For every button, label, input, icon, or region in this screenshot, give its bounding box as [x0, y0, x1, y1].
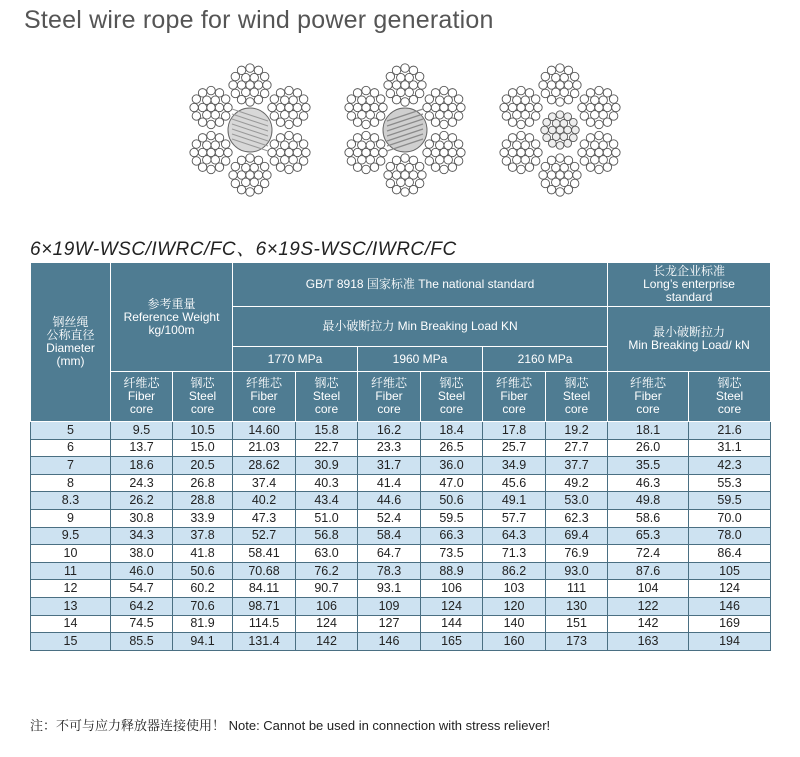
value-cell: 114.5	[233, 615, 296, 633]
core-header-line: core	[636, 402, 660, 416]
value-cell: 111	[546, 580, 608, 598]
value-cell: 93.0	[546, 562, 608, 580]
value-cell: 81.9	[173, 615, 233, 633]
value-cell: 49.2	[546, 474, 608, 492]
diameter-header-unit: (mm)	[56, 354, 85, 368]
value-cell: 60.2	[173, 580, 233, 598]
enterprise-header-en2: standard	[665, 290, 713, 304]
table-row	[31, 439, 771, 457]
fiber-core-rope-variant-image	[335, 60, 475, 200]
diameter-cell: 5	[31, 422, 111, 440]
table-row	[31, 597, 771, 615]
rope-cross-sections	[180, 60, 640, 210]
core-header-line: 纤维芯	[370, 376, 407, 390]
table-row	[31, 633, 771, 651]
fiber-core-header	[358, 372, 421, 422]
value-cell: 50.6	[421, 492, 483, 510]
value-cell: 27.7	[546, 439, 608, 457]
value-cell: 163	[608, 633, 689, 651]
value-cell: 49.8	[608, 492, 689, 510]
steel-core-header	[296, 372, 358, 422]
core-header-line: Steel	[715, 389, 744, 403]
value-cell: 33.9	[173, 509, 233, 527]
table-row	[31, 422, 771, 440]
value-cell: 20.5	[173, 457, 233, 475]
fiber-core-rope-image	[180, 60, 320, 200]
value-cell: 56.8	[296, 527, 358, 545]
steel-core-header	[689, 372, 771, 422]
core-header-line: core	[129, 402, 154, 416]
value-cell: 35.5	[608, 457, 689, 475]
value-cell: 37.7	[546, 457, 608, 475]
value-cell: 86.4	[689, 545, 771, 563]
min-breaking-load-header: 最小破断拉力 Min Breaking Load KN	[233, 307, 608, 347]
value-cell: 194	[689, 633, 771, 651]
diameter-cell: 14	[31, 615, 111, 633]
value-cell: 58.41	[233, 545, 296, 563]
value-cell: 66.3	[421, 527, 483, 545]
value-cell: 40.3	[296, 474, 358, 492]
value-cell: 87.6	[608, 562, 689, 580]
value-cell: 124	[689, 580, 771, 598]
diameter-header-cn1: 钢丝绳	[52, 315, 89, 329]
value-cell: 59.5	[421, 509, 483, 527]
rope-specification-subtitle: 6×19W-WSC/IWRC/FC、6×19S-WSC/IWRC/FC	[30, 239, 457, 260]
table-body	[31, 422, 771, 651]
table-row	[31, 580, 771, 598]
value-cell: 120	[483, 597, 546, 615]
value-cell: 64.3	[483, 527, 546, 545]
weight-header	[111, 263, 233, 372]
table-row	[31, 527, 771, 545]
table-row	[31, 509, 771, 527]
value-cell: 169	[689, 615, 771, 633]
value-cell: 62.3	[546, 509, 608, 527]
core-header-line: core	[564, 402, 589, 416]
value-cell: 23.3	[358, 439, 421, 457]
core-header-line: core	[252, 402, 276, 416]
diameter-cell: 12	[31, 580, 111, 598]
value-cell: 28.62	[233, 457, 296, 475]
table-row	[31, 474, 771, 492]
value-cell: 25.7	[483, 439, 546, 457]
value-cell: 142	[608, 615, 689, 633]
value-cell: 58.6	[608, 509, 689, 527]
value-cell: 72.4	[608, 545, 689, 563]
value-cell: 78.3	[358, 562, 421, 580]
value-cell: 37.4	[233, 474, 296, 492]
value-cell: 173	[546, 633, 608, 651]
value-cell: 160	[483, 633, 546, 651]
national-standard-header: GB/T 8918 国家标准 The national standard	[233, 263, 608, 307]
table-row	[31, 615, 771, 633]
steel-core-rope-image	[490, 60, 630, 200]
core-header-line: Fiber	[500, 389, 528, 403]
core-header-line: Fiber	[127, 389, 156, 403]
weight-header-cn: 参考重量	[147, 296, 196, 311]
value-cell: 37.8	[173, 527, 233, 545]
value-cell: 41.8	[173, 545, 233, 563]
table-row	[31, 492, 771, 510]
core-header-line: 纤维芯	[630, 376, 667, 390]
value-cell: 21.6	[689, 422, 771, 440]
grade-1770-header: 1770 MPa	[233, 347, 358, 372]
core-header-line: 钢芯	[717, 376, 742, 390]
table-row	[31, 545, 771, 563]
value-cell: 40.2	[233, 492, 296, 510]
value-cell: 55.3	[689, 474, 771, 492]
value-cell: 85.5	[111, 633, 173, 651]
value-cell: 44.6	[358, 492, 421, 510]
value-cell: 31.1	[689, 439, 771, 457]
value-cell: 26.8	[173, 474, 233, 492]
grade-2160-header: 2160 MPa	[483, 347, 608, 372]
value-cell: 151	[546, 615, 608, 633]
enterprise-load-header	[608, 307, 771, 372]
value-cell: 78.0	[689, 527, 771, 545]
value-cell: 74.5	[111, 615, 173, 633]
value-cell: 38.0	[111, 545, 173, 563]
value-cell: 105	[689, 562, 771, 580]
value-cell: 30.8	[111, 509, 173, 527]
value-cell: 142	[296, 633, 358, 651]
value-cell: 52.7	[233, 527, 296, 545]
core-header-line: 钢芯	[439, 376, 464, 390]
core-header-line: Steel	[188, 389, 217, 403]
core-header-line: core	[190, 402, 215, 416]
fiber-core-header	[483, 372, 546, 422]
weight-header-en: Reference Weight	[123, 309, 220, 324]
diameter-cell: 6	[31, 439, 111, 457]
value-cell: 88.9	[421, 562, 483, 580]
core-type-header-row	[31, 372, 771, 422]
value-cell: 90.7	[296, 580, 358, 598]
value-cell: 130	[546, 597, 608, 615]
diameter-cell: 13	[31, 597, 111, 615]
value-cell: 19.2	[546, 422, 608, 440]
core-header-line: 纤维芯	[123, 376, 160, 390]
value-cell: 34.3	[111, 527, 173, 545]
value-cell: 54.7	[111, 580, 173, 598]
value-cell: 73.5	[421, 545, 483, 563]
value-cell: 59.5	[689, 492, 771, 510]
core-header-line: 钢芯	[190, 376, 215, 390]
value-cell: 93.1	[358, 580, 421, 598]
value-cell: 31.7	[358, 457, 421, 475]
value-cell: 94.1	[173, 633, 233, 651]
value-cell: 47.3	[233, 509, 296, 527]
enterprise-header-cn: 长龙企业标准	[653, 264, 726, 278]
value-cell: 103	[483, 580, 546, 598]
value-cell: 70.6	[173, 597, 233, 615]
value-cell: 58.4	[358, 527, 421, 545]
value-cell: 21.03	[233, 439, 296, 457]
value-cell: 18.1	[608, 422, 689, 440]
value-cell: 104	[608, 580, 689, 598]
core-header-line: Steel	[312, 389, 341, 403]
value-cell: 30.9	[296, 457, 358, 475]
footnote: 注：不可与应力释放器连接使用！ Note: Cannot be used in connection with stress reliever!	[30, 718, 551, 733]
value-cell: 50.6	[173, 562, 233, 580]
value-cell: 76.9	[546, 545, 608, 563]
diameter-cell: 9	[31, 509, 111, 527]
value-cell: 18.4	[421, 422, 483, 440]
enterprise-standard-header	[608, 263, 771, 307]
core-header-line: 钢芯	[564, 376, 589, 390]
value-cell: 71.3	[483, 545, 546, 563]
value-cell: 26.0	[608, 439, 689, 457]
core-header-line: Steel	[437, 389, 466, 403]
core-header-line: core	[717, 402, 742, 416]
grade-1960-header: 1960 MPa	[358, 347, 483, 372]
core-header-line: Steel	[562, 389, 591, 403]
value-cell: 16.2	[358, 422, 421, 440]
value-cell: 146	[689, 597, 771, 615]
value-cell: 76.2	[296, 562, 358, 580]
value-cell: 41.4	[358, 474, 421, 492]
value-cell: 46.3	[608, 474, 689, 492]
value-cell: 84.11	[233, 580, 296, 598]
core-header-line: Fiber	[375, 389, 403, 403]
value-cell: 13.7	[111, 439, 173, 457]
value-cell: 34.9	[483, 457, 546, 475]
value-cell: 28.8	[173, 492, 233, 510]
value-cell: 70.68	[233, 562, 296, 580]
value-cell: 14.60	[233, 422, 296, 440]
weight-header-unit: kg/100m	[148, 322, 195, 337]
diameter-cell: 7	[31, 457, 111, 475]
core-header-line: core	[314, 402, 339, 416]
value-cell: 122	[608, 597, 689, 615]
value-cell: 53.0	[546, 492, 608, 510]
enterprise-load-cn: 最小破断拉力	[653, 325, 726, 339]
value-cell: 64.7	[358, 545, 421, 563]
value-cell: 146	[358, 633, 421, 651]
value-cell: 26.5	[421, 439, 483, 457]
core-header-line: core	[377, 402, 401, 416]
value-cell: 10.5	[173, 422, 233, 440]
value-cell: 127	[358, 615, 421, 633]
value-cell: 17.8	[483, 422, 546, 440]
diameter-cell: 8.3	[31, 492, 111, 510]
value-cell: 46.0	[111, 562, 173, 580]
value-cell: 18.6	[111, 457, 173, 475]
steel-core-header	[421, 372, 483, 422]
value-cell: 69.4	[546, 527, 608, 545]
diameter-cell: 11	[31, 562, 111, 580]
diameter-cell: 15	[31, 633, 111, 651]
diameter-header-en: Diameter	[46, 341, 95, 355]
value-cell: 42.3	[689, 457, 771, 475]
core-header-line: 纤维芯	[245, 376, 282, 390]
breaking-load-table	[30, 262, 771, 651]
core-header-line: Fiber	[250, 389, 278, 403]
core-header-line: 纤维芯	[495, 376, 532, 390]
value-cell: 15.0	[173, 439, 233, 457]
value-cell: 165	[421, 633, 483, 651]
value-cell: 144	[421, 615, 483, 633]
diameter-cell: 8	[31, 474, 111, 492]
core-header-line: core	[502, 402, 526, 416]
value-cell: 124	[296, 615, 358, 633]
value-cell: 57.7	[483, 509, 546, 527]
fiber-core-header	[608, 372, 689, 422]
value-cell: 124	[421, 597, 483, 615]
value-cell: 106	[421, 580, 483, 598]
value-cell: 106	[296, 597, 358, 615]
value-cell: 70.0	[689, 509, 771, 527]
value-cell: 109	[358, 597, 421, 615]
value-cell: 131.4	[233, 633, 296, 651]
value-cell: 49.1	[483, 492, 546, 510]
fiber-core-header	[111, 372, 173, 422]
value-cell: 64.2	[111, 597, 173, 615]
value-cell: 140	[483, 615, 546, 633]
value-cell: 51.0	[296, 509, 358, 527]
table-row	[31, 562, 771, 580]
value-cell: 9.5	[111, 422, 173, 440]
value-cell: 52.4	[358, 509, 421, 527]
value-cell: 43.4	[296, 492, 358, 510]
fiber-core-header	[233, 372, 296, 422]
enterprise-header-en: Long’s enterprise	[643, 277, 735, 291]
core-header-line: Fiber	[634, 389, 662, 403]
steel-core-header	[173, 372, 233, 422]
diameter-cell: 9.5	[31, 527, 111, 545]
diameter-cell: 10	[31, 545, 111, 563]
value-cell: 22.7	[296, 439, 358, 457]
value-cell: 26.2	[111, 492, 173, 510]
core-header-line: core	[439, 402, 464, 416]
value-cell: 15.8	[296, 422, 358, 440]
diameter-header-cn2: 公称直径	[46, 328, 95, 342]
value-cell: 36.0	[421, 457, 483, 475]
diameter-header	[31, 263, 111, 422]
value-cell: 86.2	[483, 562, 546, 580]
table-row	[31, 457, 771, 475]
page-title: Steel wire rope for wind power generation	[24, 6, 494, 34]
value-cell: 98.71	[233, 597, 296, 615]
value-cell: 24.3	[111, 474, 173, 492]
steel-core-header	[546, 372, 608, 422]
value-cell: 63.0	[296, 545, 358, 563]
value-cell: 47.0	[421, 474, 483, 492]
enterprise-load-en: Min Breaking Load/ kN	[628, 338, 750, 352]
value-cell: 65.3	[608, 527, 689, 545]
value-cell: 45.6	[483, 474, 546, 492]
core-header-line: 钢芯	[314, 376, 339, 390]
